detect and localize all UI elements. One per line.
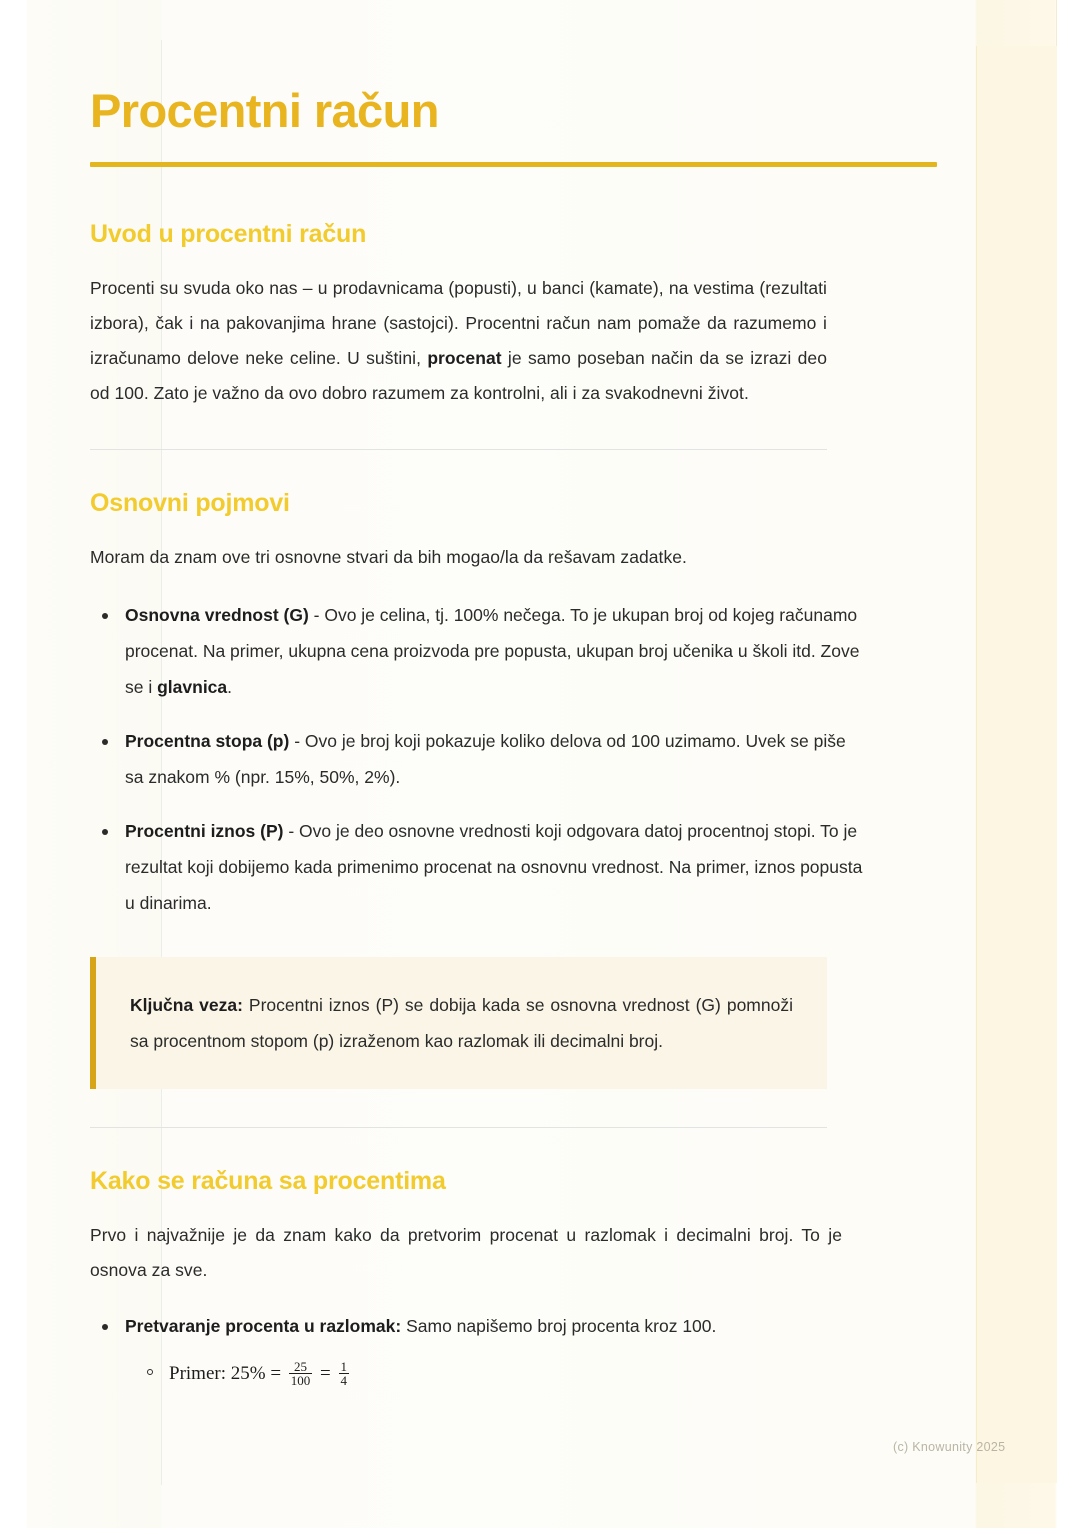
list-item-text: - Ovo je celina, tj. 100% nečega. To je ukupan broj od kojeg računamo procenat. Na primer, ukupna cena proizvoda pre popusta, ukupan broj učenika u školi itd. Zove se i: [125, 604, 860, 697]
document-content: [90, 86, 938, 1389]
callout-text: [130, 987, 793, 1059]
list-kako-se-racuna: [90, 1308, 938, 1389]
key-relation-callout: [90, 957, 827, 1089]
list-item-term: Procentna stopa (p): [125, 730, 290, 751]
paragraph-bold-run: procenat: [427, 347, 502, 368]
list-item: [90, 813, 865, 921]
list-item-term: Pretvaranje procenta u razlomak:: [125, 1315, 402, 1336]
page-title: Procentni račun: [90, 84, 439, 137]
list-item-term: glavnica: [157, 676, 228, 697]
callout-label: Ključna veza:: [130, 994, 243, 1015]
section-heading-osnovni-pojmovi: Osnovni pojmovi: [90, 488, 290, 517]
paragraph-text-run: Procenti su svuda oko nas – u prodavnicama (popusti), u banci (kamate), na vestima (rezultati izbora), čak i na pakovanjima hrane (sastojci). Procentni račun nam pomaže da razumemo i izračunamo delove neke celine. U suštini,: [90, 277, 827, 368]
list-item-text: - Ovo je deo osnovne vrednosti koji odgovara datoj procentnoj stopi. To je rezultat koji dobijemo kada primenimo procenat na osnovnu vrednost. Na primer, iznos popusta u dinarima.: [125, 820, 863, 913]
paragraph-osnovni-intro: Moram da znam ove tri osnovne stvari da bih mogao/la da rešavam zadatke.: [90, 546, 687, 567]
sublist-examples: [125, 1358, 865, 1389]
fraction-denominator: 100: [290, 1372, 311, 1388]
list-item: [90, 1308, 865, 1389]
sublist-item: [125, 1358, 865, 1389]
list-item-term: Procentni iznos (P): [125, 820, 284, 841]
section-heading-kako-se-racuna: Kako se računa sa procentima: [90, 1166, 446, 1195]
footer-watermark: (c) Knowunity 2025: [893, 1440, 1006, 1454]
section-divider: [90, 449, 827, 450]
section-divider: [90, 1127, 827, 1128]
list-osnovni-pojmovi: [90, 597, 938, 921]
list-item: [90, 597, 865, 705]
callout-body: Procentni iznos (P) se dobija kada se osnovna vrednost (G) pomnoži sa procentnom stopom (p) izraženom kao razlomak ili decimalni broj.: [130, 994, 793, 1051]
list-item-text: Samo napišemo broj procenta kroz 100.: [401, 1315, 717, 1336]
math-expression: [169, 1358, 352, 1388]
section-heading-uvod: Uvod u procentni račun: [90, 219, 367, 248]
fraction-numerator: 1: [340, 1358, 348, 1374]
paragraph-kako-intro: Prvo i najvažnije je da znam kako da pretvorim procenat u razlomak i decimalni broj. To je osnova za sve.: [90, 1224, 842, 1280]
list-item-text: .: [227, 676, 233, 697]
paragraph-text-run: je samo poseban način da se izrazi deo od 100. Zato je važno da ovo dobro razumem za kontrolni, ali i za svakodnevni život.: [90, 347, 828, 403]
fraction-denominator: 4: [340, 1372, 348, 1388]
fraction-numerator: 25: [294, 1358, 308, 1374]
list-item: [90, 723, 865, 795]
title-underline-rule: [90, 162, 937, 167]
list-item-text: - Ovo je broj koji pokazuje koliko delova od 100 uzimamo. Uvek se piše sa znakom % (npr. 15%, 50%, 2%).: [125, 730, 846, 787]
fraction-25-over-100: [289, 1360, 313, 1388]
page-right-color-band: [976, 46, 1057, 1483]
paragraph-uvod: [90, 271, 827, 411]
math-prefix: Primer: 25% =: [169, 1362, 286, 1384]
fraction-1-over-4: [339, 1360, 350, 1388]
math-equals: =: [315, 1362, 336, 1384]
list-item-term: Osnovna vrednost (G): [125, 604, 309, 625]
